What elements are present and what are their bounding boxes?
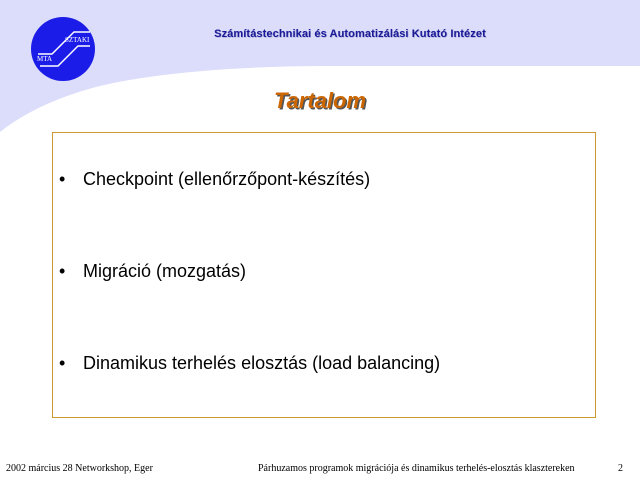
footer-presentation-title: Párhuzamos programok migrációja és dinamikus terhelés-elosztás klasztereken xyxy=(258,463,575,474)
page-number: 2 xyxy=(618,463,623,474)
bullet-item-checkpoint xyxy=(59,169,370,190)
institute-name: Számítástechnikai és Automatizálási Kutató Intézet xyxy=(214,28,486,40)
bullet-item-migration xyxy=(59,261,246,282)
bullet-item-load-balancing xyxy=(59,353,440,374)
bullet-text: Dinamikus terhelés elosztás (load balancing) xyxy=(83,353,441,373)
bullet-marker: • xyxy=(59,169,66,189)
mta-sztaki-logo xyxy=(30,16,96,82)
bullet-text: Checkpoint (ellenőrzőpont-készítés) xyxy=(83,169,371,189)
content-box xyxy=(52,132,596,418)
bullet-text: Migráció (mozgatás) xyxy=(83,261,247,281)
footer-date-event: 2002 március 28 Networkshop, Eger xyxy=(6,463,153,474)
slide-title: Tartalom xyxy=(273,88,367,113)
logo-text-mta: MTA xyxy=(37,55,52,63)
header-band xyxy=(0,0,640,140)
bullet-marker: • xyxy=(59,353,66,373)
logo-text-sztaki: SZTAKI xyxy=(65,36,90,44)
bullet-marker: • xyxy=(59,261,66,281)
